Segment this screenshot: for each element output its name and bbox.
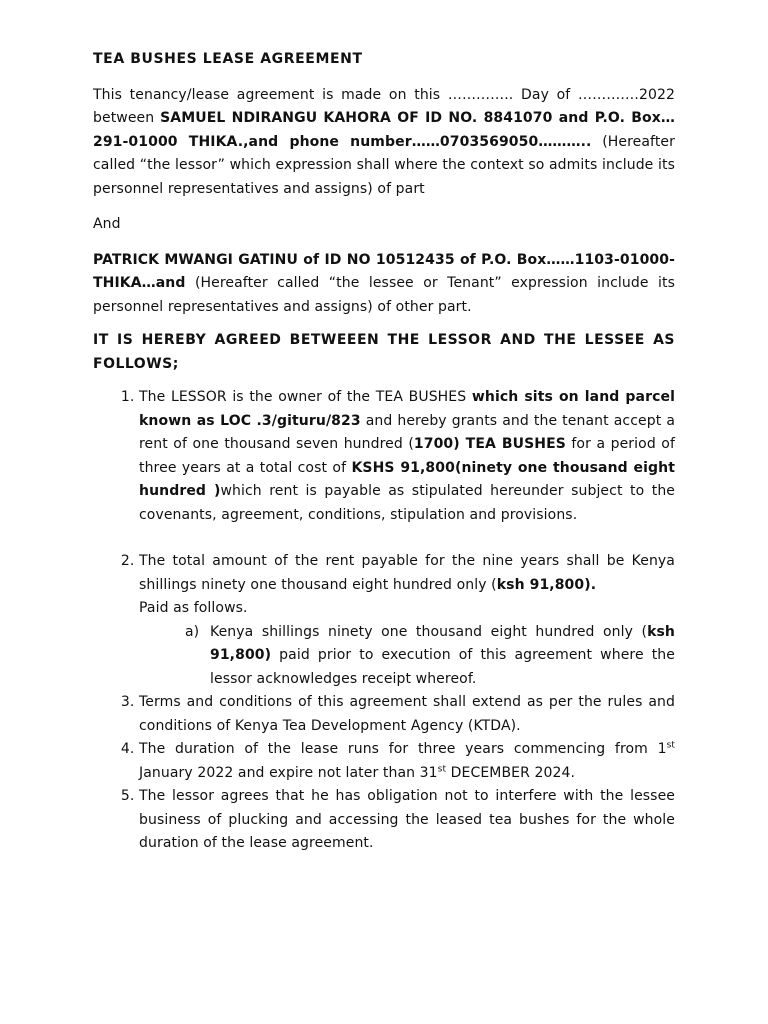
sub-a-amount: ksh 91,800) — [210, 623, 675, 663]
agreed-heading: IT IS HEREBY AGREED BETWEEEN THE LESSOR AND THE LESSEE AS FOLLOWS; — [93, 332, 675, 372]
clause-3 — [139, 691, 675, 738]
sub-item-marker: a) — [185, 623, 200, 640]
clause-2-text-1: The total amount of the rent payable for the nine years shall be Kenya shillings ninety one thousand eight hundred only ( — [139, 553, 675, 593]
clause-4-ordinal-1: st — [666, 740, 675, 751]
clause-1-bush-count: 1700) TEA BUSHES — [413, 436, 566, 452]
clause-1 — [139, 386, 675, 527]
clause-4 — [139, 738, 675, 785]
and-connector: And — [93, 216, 121, 232]
clause-2-paid-as-follows: Paid as follows. — [139, 600, 248, 616]
clause-2-amount: ksh 91,800). — [496, 576, 597, 593]
lessee-text: (Hereafter called “the lessee or Tenant” expression include its personnel representatives and assigns) of other part. — [93, 275, 675, 315]
lessee-paragraph — [93, 249, 675, 320]
agreement-body — [93, 48, 675, 856]
clause-2-sublist — [139, 621, 675, 692]
clause-1-total-cost: KSHS 91,800(ninety one thousand eight hundred ) — [139, 459, 675, 499]
clause-5-text: The lessor agrees that he has obligation not to interfere with the lessee business of plucking and accessing the leased tea bushes for the whole duration of the lease agreement. — [139, 788, 675, 851]
clause-1-text-2: and hereby grants and the tenant accept a rent of one thousand seven hundred ( — [139, 412, 675, 452]
intro-text-1: This tenancy/lease agreement is made on this ………….. Day of ………….2022 between — [93, 86, 675, 126]
sub-a-text-2: paid prior to execution of this agreement where the lessor acknowledges receipt whereof. — [210, 647, 675, 687]
clause-1-text-3: for a period of three years at a total cost of — [139, 436, 675, 476]
clause-1-land-parcel: which sits on land parcel known as LOC .3/gituru/823 — [139, 389, 675, 429]
clause-4-text-1: The duration of the lease runs for three years commencing from 1 — [139, 741, 667, 757]
clause-4-text-2: January 2022 and expire not later than 31 — [139, 764, 438, 781]
clause-4-text-3: DECEMBER 2024. — [446, 764, 576, 781]
clause-5 — [139, 785, 675, 856]
intro-text-2: (Hereafter called “the lessor” which expression shall where the context so admits include its personnel representatives and assigns) of part — [93, 133, 675, 197]
clause-2 — [139, 550, 675, 691]
clause-2-sub-a — [185, 621, 675, 692]
clause-4-ordinal-2: st — [437, 763, 447, 774]
lessee-details: PATRICK MWANGI GATINU of ID NO 10512435 of P.O. Box……1103-01000-THIKA…and — [93, 251, 675, 291]
clause-1-text-1: The LESSOR is the owner of the TEA BUSHES — [139, 389, 472, 405]
intro-paragraph — [93, 84, 675, 202]
clause-1-text-4: which rent is payable as stipulated hereunder subject to the covenants, agreement, conditions, stipulation and provisions. — [139, 483, 676, 523]
lessor-details: SAMUEL NDIRANGU KAHORA OF ID NO. 8841070 and P.O. Box…291-01000 THIKA.,and phone number……0703569050……….. — [93, 110, 675, 150]
document-title: TEA BUSHES LEASE AGREEMENT — [93, 51, 363, 67]
sub-a-text-1: Kenya shillings ninety one thousand eight hundred only ( — [210, 623, 648, 640]
clause-3-text: Terms and conditions of this agreement shall extend as per the rules and conditions of Kenya Tea Development Agency (KTDA). — [139, 694, 675, 734]
clauses-list — [93, 386, 675, 856]
